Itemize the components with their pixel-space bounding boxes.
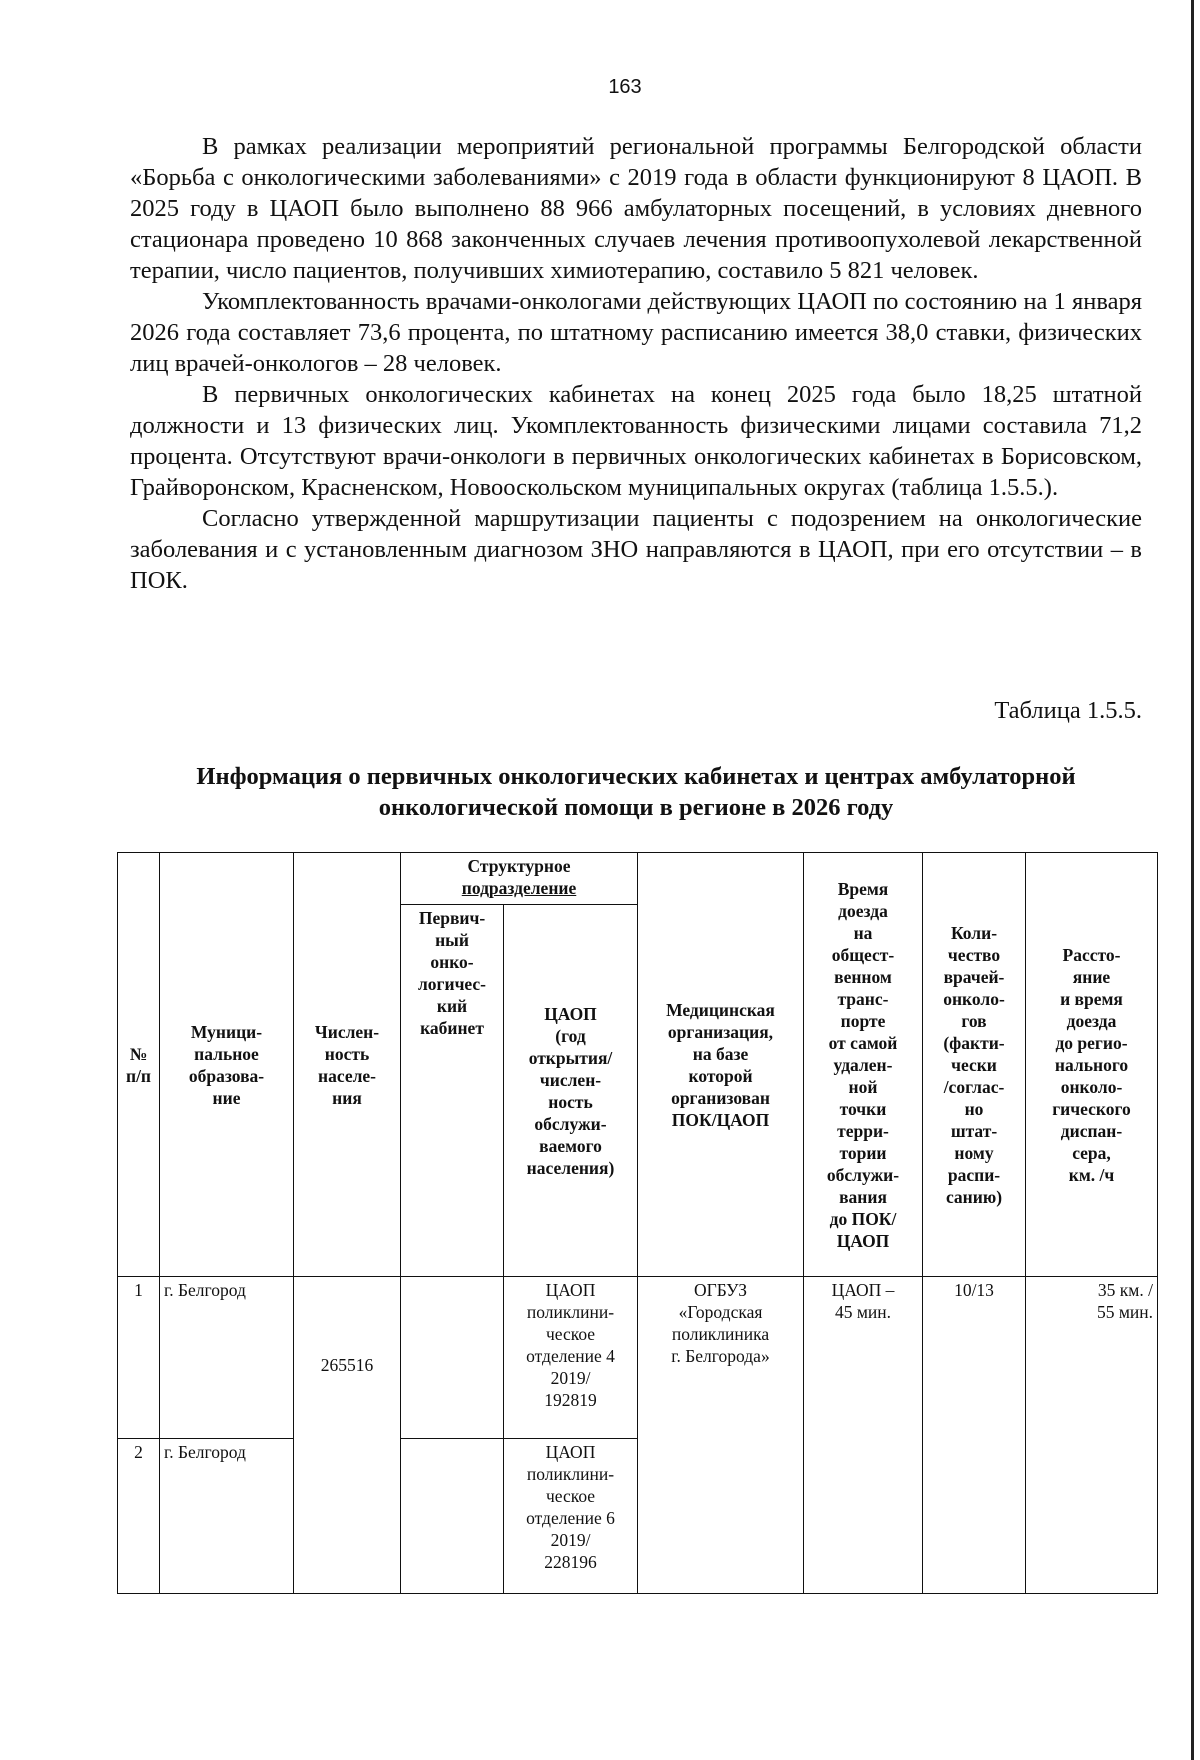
text-line: 35 км. / xyxy=(1097,1280,1153,1300)
header-medical-organization xyxy=(638,853,804,1277)
text-line: 55 мин. xyxy=(1096,1302,1153,1322)
text-line: транс- xyxy=(837,988,889,1009)
text-line: кий xyxy=(436,996,468,1016)
text-line: ние xyxy=(212,1087,241,1108)
scan-edge-line xyxy=(1191,0,1194,1760)
header-municipality xyxy=(160,853,294,1277)
text-line: чески xyxy=(951,1054,997,1075)
text-line: открытия/ xyxy=(528,1047,613,1068)
cell-distance xyxy=(1026,1277,1158,1594)
text-line: населения) xyxy=(526,1157,615,1178)
cell-travel-time xyxy=(804,1277,923,1594)
text-line: пальное xyxy=(194,1043,259,1064)
text-line: (факти- xyxy=(943,1032,1005,1053)
text-line: на базе xyxy=(692,1043,749,1064)
text-line: Коли- xyxy=(950,922,998,943)
text-line: Числен- xyxy=(314,1021,380,1042)
paragraph-2: Укомплектованность врачами-онкологами действующих ЦАОП по состоянию на 1 января 2026 года составляет 73,6 процента, по штатному расписанию имеется 38,0 ставки, физических лиц врачей-онкологов – 28 человек. xyxy=(130,288,1142,377)
table-caption: Таблица 1.5.5. xyxy=(994,697,1142,724)
text-line: ность xyxy=(548,1091,593,1112)
text-line: организация, xyxy=(667,1021,774,1042)
text-line: образова- xyxy=(188,1065,265,1086)
header-pok xyxy=(401,905,504,1277)
text-line: терри- xyxy=(837,1120,889,1141)
text-line: распи- xyxy=(947,1164,1001,1185)
text-line: логичес- xyxy=(417,974,487,994)
text-line: поликлини- xyxy=(526,1302,615,1322)
text-line: чество xyxy=(947,944,1001,965)
header-distance xyxy=(1026,853,1158,1277)
text-line: (год xyxy=(555,1025,586,1046)
paragraph-3: В первичных онкологических кабинетах на конец 2025 года было 18,25 штатной должности и 13 физических лиц. Укомплектованность физическими лицами составила 71,2 процента. Отсутствуют врачи-онкологи в первичных онкологических кабинетах в Борисовском, Грайворонском, Красненском, Новооскольском муниципальных округах (таблица 1.5.5.). xyxy=(130,381,1142,501)
text-line: врачей- xyxy=(943,966,1005,987)
text-line: точки xyxy=(839,1098,887,1119)
table-title-line-2: онкологической помощи в регионе в 2026 году xyxy=(378,794,894,821)
header-population xyxy=(294,853,401,1277)
text-line: онко- xyxy=(430,952,474,972)
table-title-line-1: Информация о первичных онкологических кабинетах и центрах амбулаторной xyxy=(196,763,1076,790)
text-line: /соглас- xyxy=(943,1076,1005,1097)
text-line: населе- xyxy=(318,1065,376,1086)
text-line: ПОК/ЦАОП xyxy=(671,1109,770,1130)
header-travel-time xyxy=(804,853,923,1277)
text-line: диспан- xyxy=(1060,1120,1123,1141)
text-line: км. /ч xyxy=(1068,1164,1115,1185)
text-line: от самой xyxy=(828,1032,898,1053)
text-line: ной xyxy=(848,1076,878,1097)
text-line: Первич- xyxy=(418,908,486,928)
text-line: штат- xyxy=(950,1120,998,1141)
text-line: Муници- xyxy=(190,1021,263,1042)
cell-pok xyxy=(401,1439,504,1594)
cell-population: 265516 xyxy=(294,1277,401,1594)
text-line: № xyxy=(129,1043,148,1064)
header-num xyxy=(118,853,160,1277)
text-line: ОГБУЗ xyxy=(693,1280,748,1300)
text-line: п/п xyxy=(125,1065,152,1086)
cell-num: 1 xyxy=(118,1277,160,1439)
text-line: общест- xyxy=(831,944,895,965)
cell-num: 2 xyxy=(118,1439,160,1594)
text-line: доезда xyxy=(838,900,888,921)
text-line: гов xyxy=(961,1010,987,1031)
text-line: Время xyxy=(837,878,889,899)
text-line: венном xyxy=(834,966,892,987)
table-row xyxy=(118,1277,1158,1439)
text-line: ния xyxy=(332,1087,362,1108)
text-line: удален- xyxy=(833,1054,893,1075)
text-line: 2019/ xyxy=(550,1368,591,1388)
text-line: ность xyxy=(324,1043,370,1064)
text-line: г. Белгорода» xyxy=(671,1346,770,1366)
header-doctors-count xyxy=(923,853,1026,1277)
text-line: числен- xyxy=(539,1069,602,1090)
text-line: ваемого xyxy=(539,1135,602,1156)
text-line: вания xyxy=(839,1186,887,1207)
text-line: поликлиника xyxy=(671,1324,770,1344)
page-number: 163 xyxy=(608,76,642,98)
text-line: онколо- xyxy=(943,988,1005,1009)
text-line: ческое xyxy=(545,1486,596,1506)
cell-municipality: г. Белгород xyxy=(160,1439,294,1594)
text-line: доезда xyxy=(1066,1010,1117,1031)
text-line: и время xyxy=(1060,988,1123,1009)
text-line: ный xyxy=(435,930,469,950)
text-line: кабинет xyxy=(420,1018,484,1038)
paragraph-4: Согласно утвержденной маршрутизации пациенты с подозрением на онкологические заболевания и с установленным диагнозом ЗНО направляются в ЦАОП, при его отсутствии – в ПОК. xyxy=(130,505,1142,594)
text-line: 228196 xyxy=(544,1552,597,1572)
cell-caop xyxy=(504,1439,638,1594)
text-line: онколо- xyxy=(1060,1076,1123,1097)
text-line: Медицинская xyxy=(666,999,775,1020)
text-line: ЦАОП xyxy=(544,1003,597,1024)
text-line: на xyxy=(853,922,873,943)
body-text xyxy=(130,131,1142,596)
text-line: которой xyxy=(688,1065,753,1086)
text-line: но xyxy=(964,1098,984,1119)
text-line: до ПОК/ xyxy=(829,1208,897,1229)
cell-pok xyxy=(401,1277,504,1439)
text-line: ному xyxy=(954,1142,994,1163)
text-line: поликлини- xyxy=(526,1464,615,1484)
text-line: тории xyxy=(839,1142,887,1163)
text-line: отделение 4 xyxy=(526,1346,615,1366)
text-line: нального xyxy=(1054,1054,1129,1075)
table-title xyxy=(130,761,1142,823)
text-line: 45 мин. xyxy=(834,1302,892,1322)
text-line: организован xyxy=(671,1087,770,1108)
text-line: Рассто- xyxy=(1062,944,1121,965)
text-line: ЦАОП – xyxy=(831,1280,895,1300)
text-line: яние xyxy=(1072,966,1111,987)
text-line: до регио- xyxy=(1055,1032,1128,1053)
text-line: порте xyxy=(840,1010,886,1031)
cell-caop xyxy=(504,1277,638,1439)
text-line: ЦАОП xyxy=(836,1230,890,1251)
text-line: 192819 xyxy=(544,1390,597,1410)
cell-municipality: г. Белгород xyxy=(160,1277,294,1439)
text-line: 2019/ xyxy=(550,1530,591,1550)
text-line: санию) xyxy=(945,1186,1003,1207)
text-line: ческое xyxy=(545,1324,596,1344)
text-line: обслужи- xyxy=(534,1113,607,1134)
text-line: ЦАОП xyxy=(545,1442,596,1462)
text-line: ЦАОП xyxy=(545,1280,596,1300)
text-line: гического xyxy=(1052,1098,1131,1119)
cell-doctors-count: 10/13 xyxy=(923,1277,1026,1594)
text-line: «Городская xyxy=(678,1302,763,1322)
oncology-table xyxy=(117,852,1158,1594)
text-line: сера, xyxy=(1072,1142,1111,1163)
cell-medical-organization xyxy=(638,1277,804,1594)
header-structural-division: Структурное подразделение xyxy=(401,853,638,905)
text-line: отделение 6 xyxy=(526,1508,615,1528)
text-line: обслужи- xyxy=(826,1164,900,1185)
paragraph-1: В рамках реализации мероприятий региональной программы Белгородской области «Борьба с онкологическими заболеваниями» с 2019 года в области функционируют 8 ЦАОП. В 2025 году в ЦАОП было выполнено 88 966 амбулаторных посещений, в условиях дневного стационара проведено 10 868 законченных случаев лечения противоопухолевой лекарственной терапии, число пациентов, получивших химиотерапию, составило 5 821 человек. xyxy=(130,133,1142,284)
header-caop xyxy=(504,905,638,1277)
